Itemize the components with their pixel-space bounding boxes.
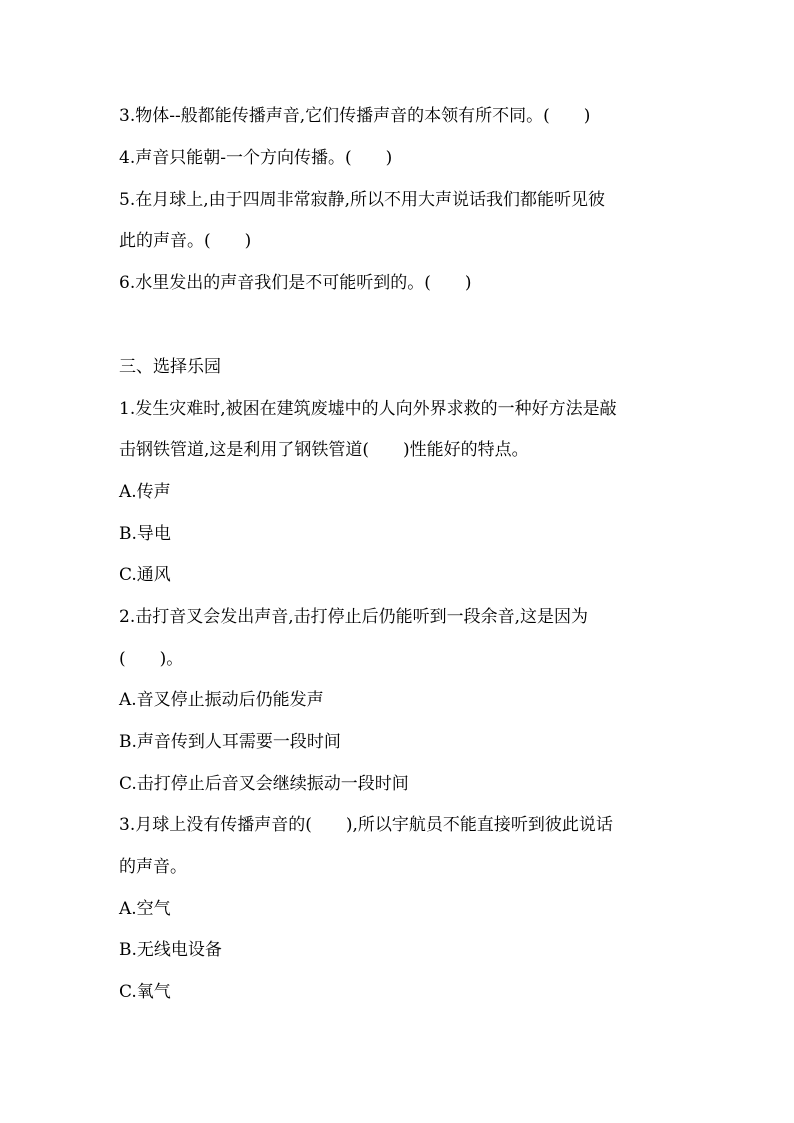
question-2-option-c: C.击打停止后音叉会继续振动一段时间 [119, 774, 409, 794]
judgement-item-5-line-2: 此的声音。( ) [119, 231, 252, 251]
judgement-item-6: 6.水里发出的声音我们是不可能听到的。( ) [119, 273, 472, 293]
judgement-item-5-line-1: 5.在月球上,由于四周非常寂静,所以不用大声说话我们都能听见彼 [119, 190, 606, 210]
question-2-line-2: ( )。 [119, 649, 184, 669]
question-1-line-1: 1.发生灾难时,被困在建筑废墟中的人向外界求救的一种好方法是敲 [119, 399, 617, 419]
judgement-item-4: 4.声音只能朝-一个方向传播。( ) [119, 148, 393, 168]
question-1-option-b: B.导电 [119, 524, 171, 544]
question-3-line-2: 的声音。 [119, 857, 187, 877]
question-3-option-c: C.氧气 [119, 982, 171, 1002]
question-1-option-c: C.通风 [119, 565, 171, 585]
question-2-option-a: A.音叉停止振动后仍能发声 [119, 690, 324, 710]
question-2-option-b: B.声音传到人耳需要一段时间 [119, 732, 341, 752]
question-1-option-a: A.传声 [119, 482, 171, 502]
question-2-line-1: 2.击打音叉会发出声音,击打停止后仍能听到一段余音,这是因为 [119, 607, 589, 627]
judgement-item-3: 3.物体--般都能传播声音,它们传播声音的本领有所不同。( ) [119, 106, 591, 126]
question-3-option-b: B.无线电设备 [119, 940, 222, 960]
section-title: 三、选择乐园 [119, 357, 221, 377]
question-3-line-1: 3.月球上没有传播声音的( ),所以宇航员不能直接听到彼此说话 [119, 815, 613, 835]
question-1-line-2: 击钢铁管道,这是利用了钢铁管道( )性能好的特点。 [119, 440, 529, 460]
question-3-option-a: A.空气 [119, 899, 171, 919]
